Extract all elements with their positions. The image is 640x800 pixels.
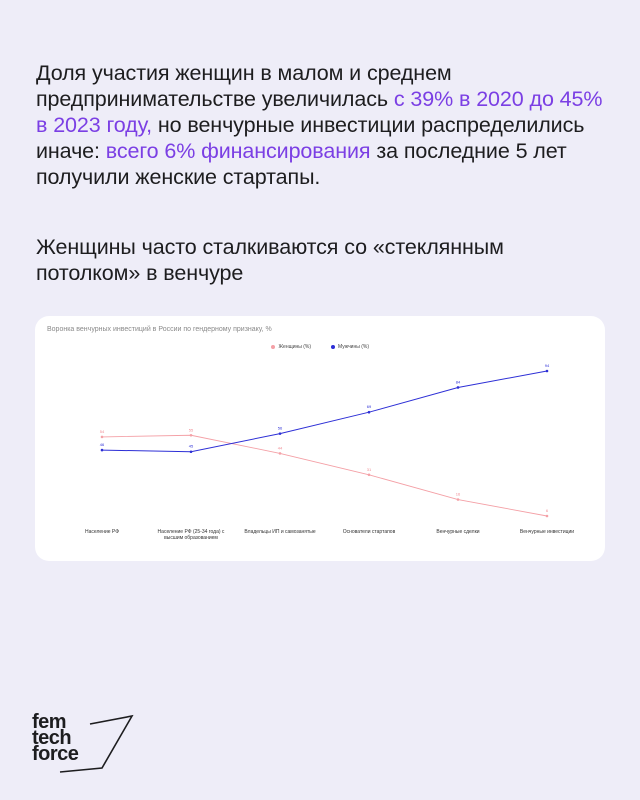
data-point-women: [190, 434, 193, 437]
intro-paragraph: [36, 60, 606, 190]
data-point-women: [101, 436, 104, 439]
chart-card: [35, 316, 605, 561]
data-point-women: [457, 498, 460, 501]
x-tick-label: Население РФ: [84, 529, 120, 535]
x-tick-label: Венчурные сделки: [436, 529, 480, 535]
data-label-women: 44: [277, 445, 283, 451]
data-point-men: [368, 411, 371, 414]
data-label-women: 16: [455, 491, 461, 497]
data-point-men: [190, 450, 193, 453]
intro-text-2: но венчурные инвестиции распределились иначе:: [36, 113, 585, 163]
data-point-men: [279, 432, 282, 435]
data-label-women: 55: [188, 427, 194, 433]
data-point-women: [546, 515, 549, 518]
series-line-men: [99, 371, 547, 452]
legend-label-men: Мужчины (%): [338, 344, 369, 350]
logo-line-2: tech: [32, 727, 72, 749]
data-point-men: [546, 370, 549, 373]
data-label-men: 46: [99, 442, 105, 448]
logo-line-3: force: [32, 743, 79, 765]
x-tick-label: Владельцы ИП и самозанятые: [244, 529, 316, 535]
series-line-women: [99, 435, 547, 516]
logo-frame-icon: [32, 711, 142, 774]
legend-label-women: Женщины (%): [278, 344, 312, 350]
intro-highlight-2: всего 6% финансирования: [105, 139, 371, 163]
x-tick-label: Основатели стартапов: [342, 529, 396, 535]
data-label-women: 6: [545, 508, 549, 513]
data-label-men: 45: [188, 443, 194, 449]
chart-title: Воронка венчурных инвестиций в России по гендерному признаку, %: [47, 326, 272, 333]
data-point-women: [368, 474, 371, 477]
subtitle: Женщины часто сталкиваются со «стеклянным потолком» в венчуре: [36, 235, 504, 285]
data-label-men: 69: [366, 404, 372, 410]
data-label-women: 31: [366, 466, 372, 472]
intro-highlight-1: с 39% в 2020 до 45% в 2023 году,: [36, 87, 603, 137]
data-label-men: 94: [544, 363, 550, 368]
data-label-men: 84: [455, 379, 461, 385]
data-point-women: [279, 452, 282, 455]
data-label-women: 54: [99, 428, 105, 434]
femtechforce-logo: [32, 711, 79, 765]
data-point-men: [457, 386, 460, 389]
x-tick-label: Население РФ (25-34 года) с высшим образованием: [157, 529, 225, 541]
intro-text-1: Доля участия женщин в малом и среднем предпринимательстве увеличилась: [36, 61, 452, 111]
data-label-men: 56: [277, 425, 283, 431]
logo-line-1: fem: [32, 711, 67, 733]
data-point-men: [101, 449, 104, 452]
x-tick-label: Венчурные инвестиции: [519, 529, 575, 535]
intro-text-3: за последние 5 лет получили женские стартапы.: [36, 139, 567, 189]
line-chart: [35, 316, 605, 561]
